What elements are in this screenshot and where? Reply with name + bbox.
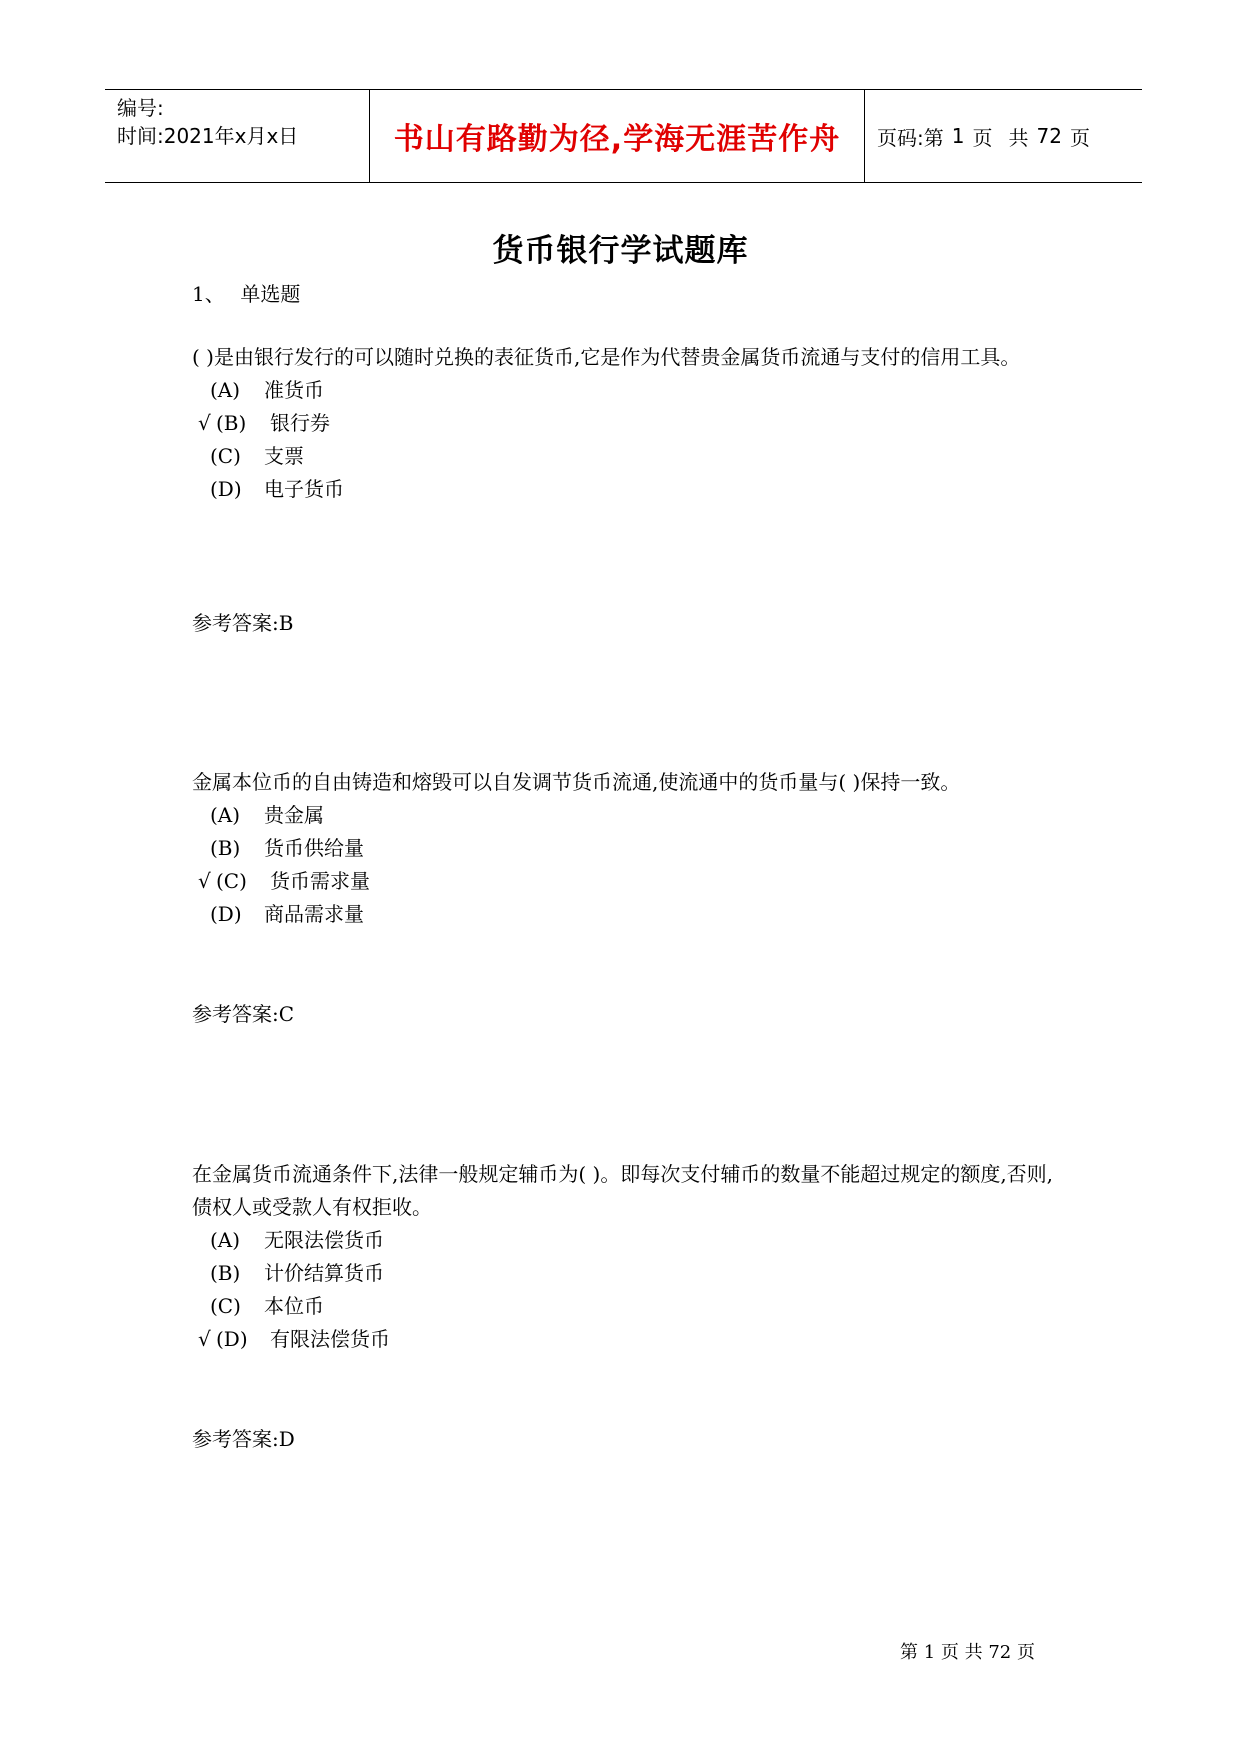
option-b	[192, 407, 1062, 440]
option-a	[192, 1224, 1062, 1257]
section-number: 1、	[192, 282, 225, 306]
answer-2: 参考答案:C	[192, 1002, 295, 1026]
option-text: 商品需求量	[264, 902, 364, 926]
correct-mark: √	[198, 869, 211, 893]
option-letter: (B)	[210, 836, 241, 860]
option-c	[192, 1290, 1062, 1323]
answer-1: 参考答案:B	[192, 611, 294, 635]
page-total-prefix: 共	[1008, 125, 1029, 150]
option-list	[192, 374, 1062, 506]
question-stem: 在金属货币流通条件下,法律一般规定辅币为( )。即每次支付辅币的数量不能超过规定的额度,否则,债权人或受款人有权拒收。	[192, 1162, 1054, 1219]
option-text: 货币供给量	[264, 836, 364, 860]
option-letter: (D)	[210, 902, 242, 926]
option-a	[192, 374, 1062, 407]
option-d	[192, 898, 1062, 931]
option-c	[192, 440, 1062, 473]
option-text: 银行券	[270, 411, 330, 435]
question-1	[192, 341, 1062, 506]
serial-label: 编号:	[117, 96, 164, 120]
option-b	[192, 832, 1062, 865]
option-b	[192, 1257, 1062, 1290]
page-mid: 页	[972, 125, 993, 150]
option-letter: (B)	[210, 1261, 241, 1285]
document-title: 货币银行学试题库	[492, 233, 749, 269]
option-list	[192, 1224, 1062, 1356]
option-text: 支票	[264, 444, 304, 468]
option-text: 本位币	[264, 1294, 324, 1318]
section-name: 单选题	[240, 282, 301, 306]
option-letter: (A)	[210, 1228, 241, 1252]
option-d	[192, 1323, 1062, 1356]
option-text: 有限法偿货币	[270, 1327, 390, 1351]
question-2	[192, 766, 1062, 931]
option-text: 无限法偿货币	[264, 1228, 384, 1252]
option-text: 贵金属	[264, 803, 324, 827]
page-header	[105, 89, 1142, 183]
header-motto-cell	[370, 90, 865, 182]
question-stem: ( )是由银行发行的可以随时兑换的表征货币,它是作为代替贵金属货币流通与支付的信用工具。	[192, 345, 1021, 369]
date-label: 时间:2021年x月x日	[117, 124, 299, 148]
section-heading	[192, 278, 300, 307]
option-text: 货币需求量	[270, 869, 370, 893]
option-letter: (C)	[216, 869, 247, 893]
option-d	[192, 473, 1062, 506]
correct-mark: √	[198, 411, 211, 435]
option-letter: (D)	[210, 477, 242, 501]
option-letter: (A)	[210, 803, 241, 827]
correct-mark: √	[198, 1327, 211, 1351]
option-letter: (D)	[216, 1327, 248, 1351]
option-letter: (C)	[210, 1294, 241, 1318]
option-a	[192, 799, 1062, 832]
header-meta-cell	[105, 90, 370, 182]
page-total: 72	[1036, 124, 1062, 148]
answer-3: 参考答案:D	[192, 1427, 295, 1451]
page-current: 1	[951, 124, 965, 148]
option-letter: (C)	[210, 444, 241, 468]
page-label-prefix: 页码:第	[877, 125, 944, 150]
motto-text: 书山有路勤为径,学海无涯苦作舟	[393, 122, 841, 157]
option-letter: (A)	[210, 378, 241, 402]
option-text: 准货币	[264, 378, 324, 402]
question-stem: 金属本位币的自由铸造和熔毁可以自发调节货币流通,使流通中的货币量与( )保持一致。	[192, 770, 961, 794]
option-list	[192, 799, 1062, 931]
option-c	[192, 865, 1062, 898]
footer-page-number: 第 1 页 共 72 页	[900, 1642, 1035, 1663]
page-suffix: 页	[1069, 125, 1090, 150]
option-text: 电子货币	[264, 477, 344, 501]
question-3	[192, 1158, 1062, 1356]
option-letter: (B)	[216, 411, 247, 435]
option-text: 计价结算货币	[264, 1261, 384, 1285]
header-page-cell	[865, 90, 1142, 182]
